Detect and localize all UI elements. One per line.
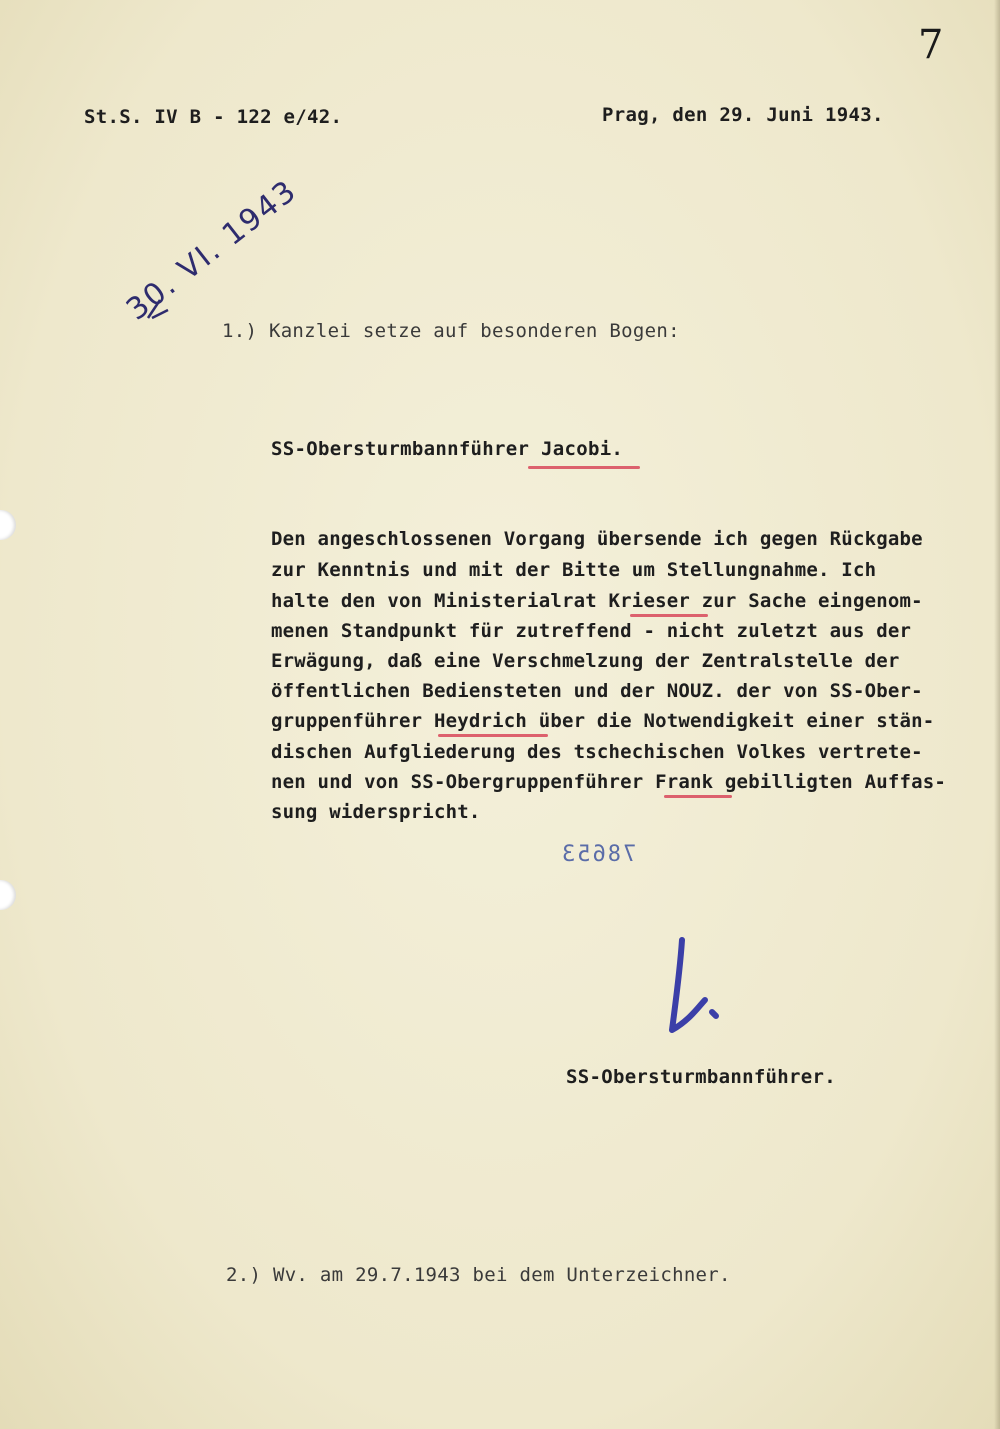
instruction-one: 1.) Kanzlei setze auf besonderen Bogen: xyxy=(222,320,680,342)
body-line: zur Kenntnis und mit der Bitte um Stellungnahme. Ich xyxy=(271,559,877,581)
instruction-two: 2.) Wv. am 29.7.1943 bei dem Unterzeichner. xyxy=(226,1264,731,1286)
body-line: nen und von SS-Obergruppenführer Frank gebilligten Auffas- xyxy=(271,771,947,793)
handwritten-initial-mark xyxy=(148,300,168,318)
body-line: menen Standpunkt für zutreffend - nicht zuletzt aus der xyxy=(271,620,912,642)
place-date: Prag, den 29. Juni 1943. xyxy=(602,104,884,126)
body-line: dischen Aufgliederung des tschechischen Volkes vertrete- xyxy=(271,741,923,763)
signature-title: SS-Obersturmbannführer. xyxy=(566,1066,836,1088)
body-line: Den angeschlossenen Vorgang übersende ich gegen Rückgabe xyxy=(271,528,923,550)
registry-number-stamp: 78653 xyxy=(560,842,637,867)
body-line: Erwägung, daß eine Verschmelzung der Zentralstelle der xyxy=(271,650,900,672)
body-line: öffentlichen Bediensteten und der NOUZ. der von SS-Ober- xyxy=(271,680,923,702)
signature-mark xyxy=(672,940,716,1030)
date-received-stamp: 30. VI. 1943 xyxy=(120,173,304,328)
body-line: halte den von Ministerialrat Krieser zur Sache eingenom- xyxy=(271,590,923,612)
addressee: SS-Obersturmbannführer Jacobi. xyxy=(271,438,624,460)
page-number: 7 xyxy=(918,22,944,68)
body-line: sung widerspricht. xyxy=(271,801,481,823)
reference-number: St.S. IV B - 122 e/42. xyxy=(84,106,343,128)
body-line: gruppenführer Heydrich über die Notwendigkeit einer stän- xyxy=(271,710,935,732)
